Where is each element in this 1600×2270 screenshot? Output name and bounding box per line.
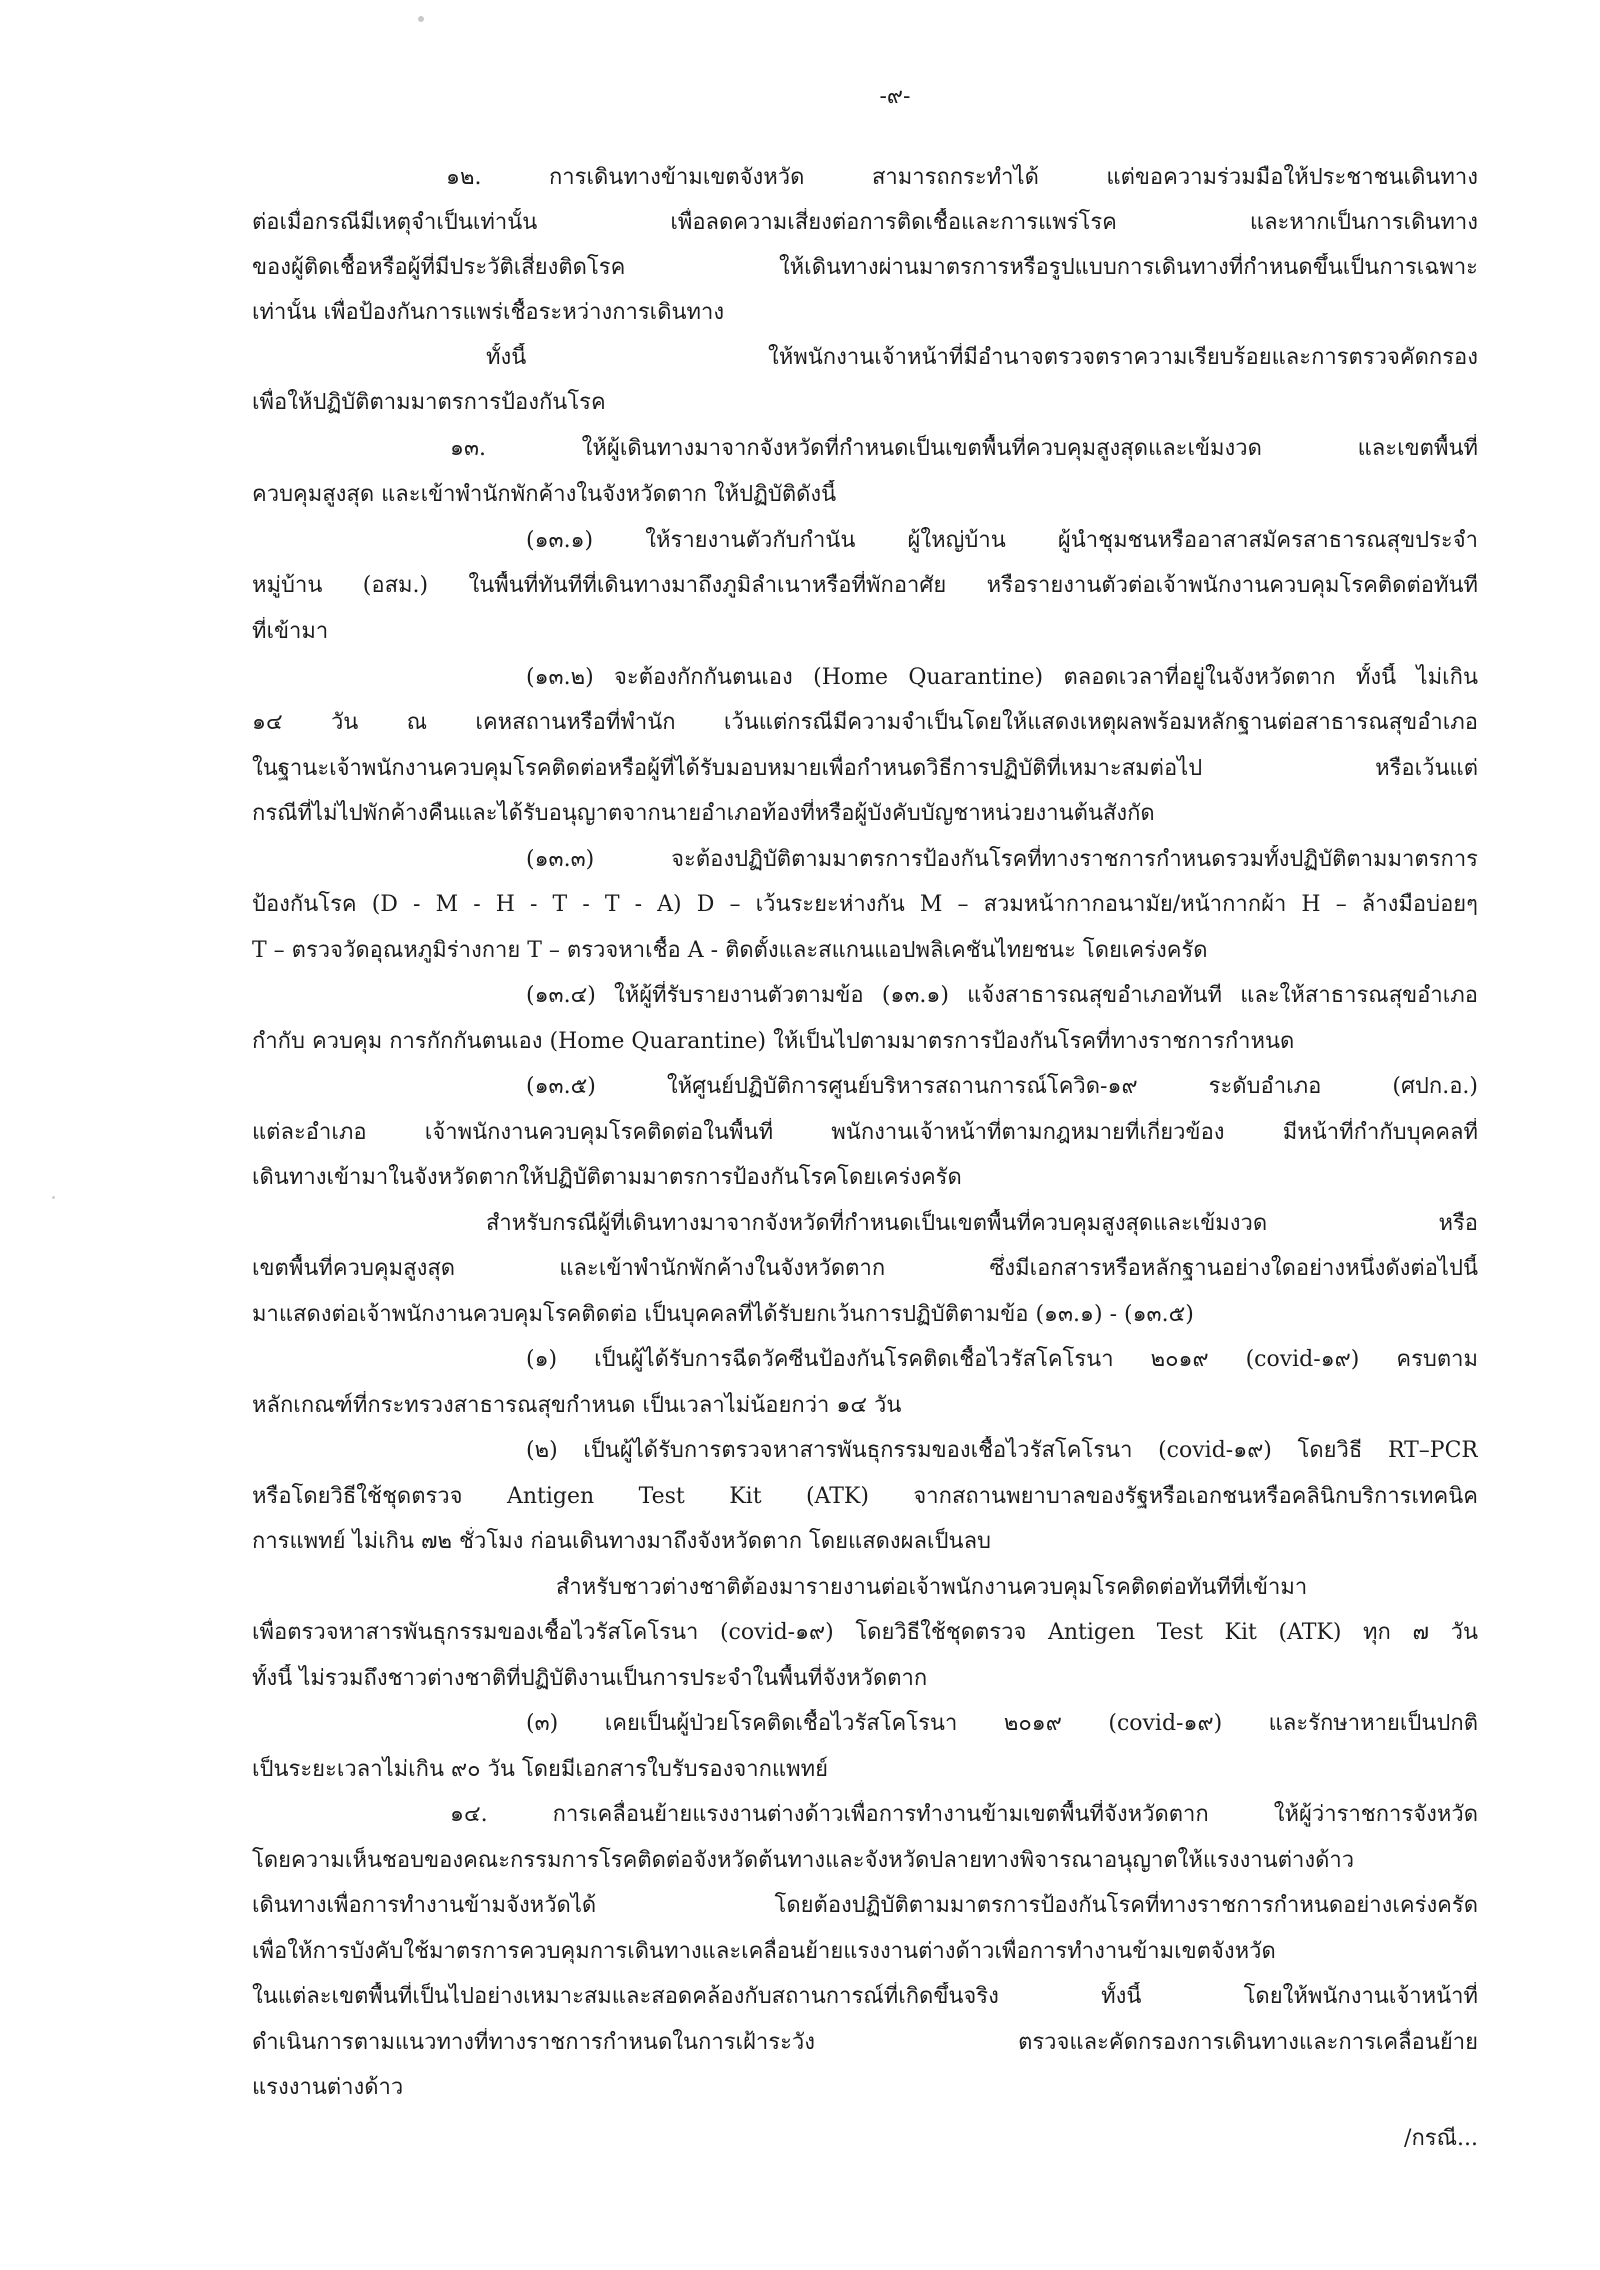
scan-speck-small — [52, 1196, 55, 1199]
paragraph-line: (๑๓.๓) จะต้องปฏิบัติตามมาตรการป้องกันโรคที่ทางราชการกำหนดรวมทั้งปฏิบัติตามมาตรการ — [526, 847, 1478, 872]
paragraph-line: สำหรับกรณีผู้ที่เดินทางมาจากจังหวัดที่กำหนดเป็นเขตพื้นที่ควบคุมสูงสุดและเข้มงวด หรือ — [486, 1211, 1478, 1236]
paragraph-line: ต่อเมื่อกรณีมีเหตุจำเป็นเท่านั้น เพื่อลดความเสี่ยงต่อการติดเชื้อและการแพร่โรค และหากเป็นการเดินทาง — [252, 210, 1478, 235]
paragraph-line: สำหรับชาวต่างชาติต้องมารายงานต่อเจ้าพนักงานควบคุมโรคติดต่อทันทีที่เข้ามา — [556, 1575, 1308, 1600]
paragraph-line: เขตพื้นที่ควบคุมสูงสุด และเข้าพำนักพักค้างในจังหวัดตาก ซึ่งมีเอกสารหรือหลักฐานอย่างใดอย่างหนึ่งดังต่อไปนี้ — [252, 1256, 1478, 1281]
paragraph-line: เดินทางเพื่อการทำงานข้ามจังหวัดได้ โดยต้องปฏิบัติตามมาตรการป้องกันโรคที่ทางราชการกำหนดอย่างเคร่งครัด — [252, 1893, 1478, 1918]
paragraph-line: (๑๓.๕) ให้ศูนย์ปฏิบัติการศูนย์บริหารสถานการณ์โควิด-๑๙ ระดับอำเภอ (ศปก.อ.) — [526, 1074, 1478, 1099]
paragraph-line: ๑๔. การเคลื่อนย้ายแรงงานต่างด้าวเพื่อการทำงานข้ามเขตพื้นที่จังหวัดตาก ให้ผู้ว่าราชการจังหวัด — [450, 1802, 1478, 1827]
scan-speck — [418, 16, 424, 22]
continuation-marker: /กรณี... — [1404, 2126, 1478, 2151]
paragraph-line: หลักเกณฑ์ที่กระทรวงสาธารณสุขกำหนด เป็นเวลาไม่น้อยกว่า ๑๔ วัน — [252, 1393, 902, 1418]
paragraph-line: (๑) เป็นผู้ได้รับการฉีดวัคซีนป้องกันโรคติดเชื้อไวรัสโคโรนา ๒๐๑๙ (covid-๑๙) ครบตาม — [526, 1347, 1478, 1372]
paragraph-line: ของผู้ติดเชื้อหรือผู้ที่มีประวัติเสี่ยงติดโรค ให้เดินทางผ่านมาตรการหรือรูปแบบการเดินทางที่กำหนดขึ้นเป็นการเฉพาะ — [252, 255, 1478, 280]
paragraph-line: เพื่อตรวจหาสารพันธุกรรมของเชื้อไวรัสโคโรนา (covid-๑๙) โดยวิธีใช้ชุดตรวจ Antigen Test Kit (ATK) ทุก ๗ วัน — [252, 1620, 1478, 1645]
paragraph-line: แรงงานต่างด้าว — [252, 2075, 404, 2100]
paragraph-line: หมู่บ้าน (อสม.) ในพื้นที่ทันทีที่เดินทางมาถึงภูมิลำเนาหรือที่พักอาศัย หรือรายงานตัวต่อเจ้าพนักงานควบคุมโรคติดต่อทันที — [252, 573, 1478, 598]
paragraph-line: การแพทย์ ไม่เกิน ๗๒ ชั่วโมง ก่อนเดินทางมาถึงจังหวัดตาก โดยแสดงผลเป็นลบ — [252, 1529, 992, 1554]
paragraph-line: ๑๒. การเดินทางข้ามเขตจังหวัด สามารถกระทำได้ แต่ขอความร่วมมือให้ประชาชนเดินทาง — [446, 165, 1478, 190]
paragraph-line: หรือโดยวิธีใช้ชุดตรวจ Antigen Test Kit (ATK) จากสถานพยาบาลของรัฐหรือเอกชนหรือคลินิกบริการเทคนิค — [252, 1484, 1478, 1509]
paragraph-line: (๑๓.๑) ให้รายงานตัวกับกำนัน ผู้ใหญ่บ้าน ผู้นำชุมชนหรืออาสาสมัครสาธารณสุขประจำ — [526, 528, 1478, 553]
paragraph-line: กรณีที่ไม่ไปพักค้างคืนและได้รับอนุญาตจากนายอำเภอท้องที่หรือผู้บังคับบัญชาหน่วยงานต้นสังกัด — [252, 801, 1155, 826]
paragraph-line: เพื่อให้การบังคับใช้มาตรการควบคุมการเดินทางและเคลื่อนย้ายแรงงานต่างด้าวเพื่อการทำงานข้ามเขตจังหวัด — [252, 1939, 1276, 1964]
paragraph-line: เดินทางเข้ามาในจังหวัดตากให้ปฏิบัติตามมาตรการป้องกันโรคโดยเคร่งครัด — [252, 1165, 962, 1190]
paragraph-line: โดยความเห็นชอบของคณะกรรมการโรคติดต่อจังหวัดต้นทางและจังหวัดปลายทางพิจารณาอนุญาตให้แรงงานต่างด้าว — [252, 1848, 1355, 1873]
paragraph-line: ๑๔ วัน ณ เคหสถานหรือที่พำนัก เว้นแต่กรณีมีความจำเป็นโดยให้แสดงเหตุผลพร้อมหลักฐานต่อสาธารณสุขอำเภอ — [252, 710, 1478, 735]
paragraph-line: เพื่อให้ปฏิบัติตามมาตรการป้องกันโรค — [252, 390, 606, 415]
paragraph-line: (๑๓.๔) ให้ผู้ที่รับรายงานตัวตามข้อ (๑๓.๑) แจ้งสาธารณสุขอำเภอทันที และให้สาธารณสุขอำเภอ — [526, 983, 1478, 1008]
paragraph-line: ในฐานะเจ้าพนักงานควบคุมโรคติดต่อหรือผู้ที่ได้รับมอบหมายเพื่อกำหนดวิธีการปฏิบัติที่เหมาะสมต่อไป หรือเว้นแต่ — [252, 756, 1478, 781]
paragraph-line: (๒) เป็นผู้ได้รับการตรวจหาสารพันธุกรรมของเชื้อไวรัสโคโรนา (covid-๑๙) โดยวิธี RT–PCR — [526, 1438, 1478, 1463]
paragraph-line: มาแสดงต่อเจ้าพนักงานควบคุมโรคติดต่อ เป็นบุคคลที่ได้รับยกเว้นการปฏิบัติตามข้อ (๑๓.๑) - (๑๓.๕) — [252, 1302, 1194, 1327]
paragraph-line: แต่ละอำเภอ เจ้าพนักงานควบคุมโรคติดต่อในพื้นที่ พนักงานเจ้าหน้าที่ตามกฎหมายที่เกี่ยวข้อง มีหน้าที่กำกับบุคคลที่ — [252, 1120, 1478, 1145]
paragraph-line: ดำเนินการตามแนวทางที่ทางราชการกำหนดในการเฝ้าระวัง ตรวจและคัดกรองการเดินทางและการเคลื่อนย้าย — [252, 2030, 1478, 2055]
paragraph-line: กำกับ ควบคุม การกักกันตนเอง (Home Quarantine) ให้เป็นไปตามมาตรการป้องกันโรคที่ทางราชการกำหนด — [252, 1029, 1295, 1054]
paragraph-line: เป็นระยะเวลาไม่เกิน ๙๐ วัน โดยมีเอกสารใบรับรองจากแพทย์ — [252, 1757, 828, 1782]
paragraph-line: ทั้งนี้ ให้พนักงานเจ้าหน้าที่มีอำนาจตรวจตราความเรียบร้อยและการตรวจคัดกรอง — [486, 345, 1478, 370]
paragraph-line: (๓) เคยเป็นผู้ป่วยโรคติดเชื้อไวรัสโคโรนา ๒๐๑๙ (covid-๑๙) และรักษาหายเป็นปกติ — [526, 1711, 1478, 1736]
page-number: -๙- — [879, 84, 911, 109]
paragraph-line: ในแต่ละเขตพื้นที่เป็นไปอย่างเหมาะสมและสอดคล้องกับสถานการณ์ที่เกิดขึ้นจริง ทั้งนี้ โดยให้พนักงานเจ้าหน้าที่ — [252, 1984, 1478, 2009]
paragraph-line: (๑๓.๒) จะต้องกักกันตนเอง (Home Quarantine) ตลอดเวลาที่อยู่ในจังหวัดตาก ทั้งนี้ ไม่เกิน — [526, 665, 1478, 690]
paragraph-line: ควบคุมสูงสุด และเข้าพำนักพักค้างในจังหวัดตาก ให้ปฏิบัติดังนี้ — [252, 482, 837, 507]
paragraph-line: เท่านั้น เพื่อป้องกันการแพร่เชื้อระหว่างการเดินทาง — [252, 300, 725, 325]
paragraph-line: ป้องกันโรค (D - M - H - T - T - A) D – เว้นระยะห่างกัน M – สวมหน้ากากอนามัย/หน้ากากผ้า H – ล้างมือบ่อยๆ — [252, 892, 1478, 917]
paragraph-line: T – ตรวจวัดอุณหภูมิร่างกาย T – ตรวจหาเชื้อ A - ติดตั้งและสแกนแอปพลิเคชันไทยชนะ โดยเคร่งครัด — [252, 938, 1208, 963]
paragraph-line: ที่เข้ามา — [252, 619, 329, 644]
paragraph-line: ทั้งนี้ ไม่รวมถึงชาวต่างชาติที่ปฏิบัติงานเป็นการประจำในพื้นที่จังหวัดตาก — [252, 1666, 928, 1691]
paragraph-line: ๑๓. ให้ผู้เดินทางมาจากจังหวัดที่กำหนดเป็นเขตพื้นที่ควบคุมสูงสุดและเข้มงวด และเขตพื้นที่ — [450, 436, 1478, 461]
